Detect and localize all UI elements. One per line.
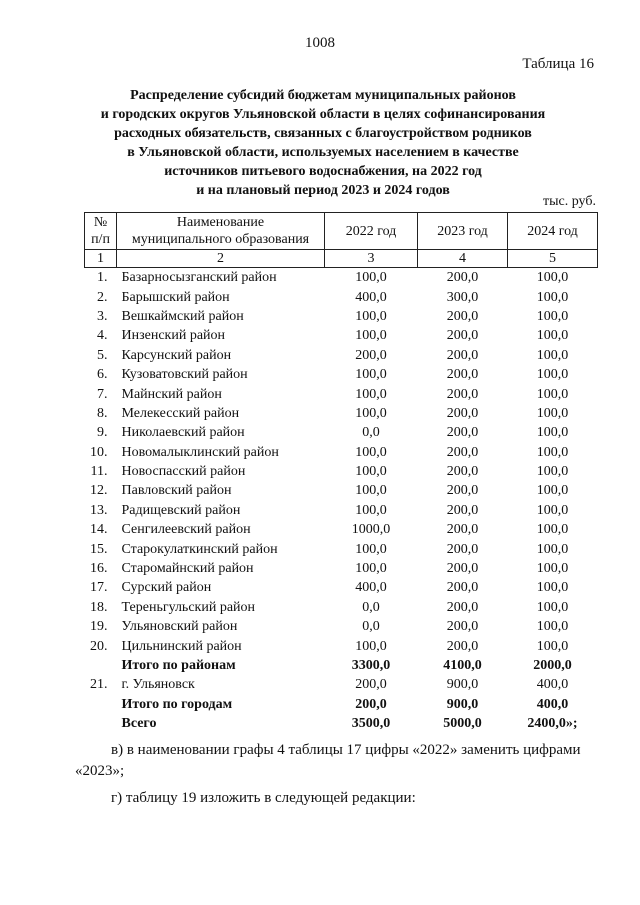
- row-number: 15.: [90, 541, 108, 557]
- value-2024: 100,0: [536, 308, 569, 324]
- header-2024: 2024 год: [508, 213, 598, 250]
- value-2022: 100,0: [355, 367, 387, 383]
- value-2024: 100,0: [536, 561, 569, 577]
- row-number: 19.: [90, 619, 108, 635]
- table-row: [85, 384, 598, 403]
- header-name-line1: Наименование: [176, 215, 265, 230]
- title-line: и городских округов Ульяновской области в целях софинансирования: [100, 107, 546, 122]
- value-2022: 200,0: [355, 347, 387, 363]
- row-name: Барышский район: [121, 289, 230, 305]
- value-2024: 100,0: [536, 502, 569, 518]
- value-2022: 3500,0: [351, 716, 391, 732]
- value-2023: 200,0: [446, 541, 479, 557]
- value-2023: 200,0: [446, 638, 479, 654]
- value-2023: 900,0: [446, 677, 479, 693]
- grand-total-row: [85, 714, 598, 733]
- value-2023: 200,0: [446, 561, 479, 577]
- row-name: Вешкаймский район: [121, 308, 244, 324]
- row-number: 3.: [97, 308, 108, 324]
- title-line: расходных обязательств, связанных с благоустройством родников: [114, 126, 532, 141]
- value-2023: 200,0: [446, 580, 479, 596]
- row-number: [85, 714, 117, 733]
- row-number: 21.: [90, 677, 108, 693]
- row-name: Старомайнский район: [121, 561, 254, 577]
- value-2023: 300,0: [446, 289, 479, 305]
- table-row: [85, 404, 598, 423]
- header-name-line2: муниципального образования: [131, 232, 310, 247]
- value-2023: 200,0: [446, 367, 479, 383]
- row-number: 18.: [90, 599, 108, 615]
- value-2023: 200,0: [446, 425, 479, 441]
- value-2024: 100,0: [536, 328, 569, 344]
- units-label: тыс. руб.: [543, 194, 596, 209]
- row-number: 4.: [97, 328, 108, 344]
- value-2023: 200,0: [446, 328, 479, 344]
- row-number: 7.: [97, 386, 108, 402]
- value-2024: 100,0: [536, 386, 569, 402]
- table-row: [85, 423, 598, 442]
- row-number: 16.: [90, 561, 108, 577]
- row-number: 17.: [90, 580, 108, 596]
- row-number: [85, 695, 117, 714]
- row-number: 5.: [97, 347, 108, 363]
- value-2024: 100,0: [536, 289, 569, 305]
- row-number: 14.: [90, 522, 108, 538]
- value-2024: 100,0: [536, 464, 569, 480]
- value-2024: 400,0: [536, 677, 569, 693]
- title-line: и на плановый период 2023 и 2024 годов: [196, 183, 450, 198]
- value-2022: 0,0: [362, 425, 380, 441]
- column-number: 1: [85, 250, 117, 268]
- value-2023: 200,0: [446, 483, 479, 499]
- value-2022: 400,0: [355, 289, 387, 305]
- table-row: [85, 481, 598, 500]
- table-row: [85, 539, 598, 558]
- value-2022: 0,0: [362, 599, 380, 615]
- row-name: Николаевский район: [121, 425, 245, 441]
- row-number: 8.: [97, 405, 108, 421]
- row-name: Радищевский район: [121, 502, 241, 518]
- value-2023: 5000,0: [443, 716, 482, 732]
- row-name: Майнский район: [121, 386, 222, 402]
- header-num: [85, 213, 117, 250]
- row-number: 1.: [97, 270, 108, 286]
- total-districts-row: [85, 656, 598, 675]
- table-row: [85, 559, 598, 578]
- value-2022: 1000,0: [351, 522, 391, 538]
- subsidy-table: [84, 212, 598, 733]
- column-number: 3: [325, 250, 418, 268]
- row-number: 9.: [97, 425, 108, 441]
- value-2024: 2000,0: [533, 658, 572, 673]
- value-2022: 100,0: [355, 483, 387, 499]
- value-2024: 100,0: [536, 367, 569, 383]
- row-name: Ульяновский район: [121, 619, 238, 635]
- value-2024: 100,0: [536, 425, 569, 441]
- document-title: [80, 86, 566, 200]
- value-2022: 100,0: [355, 308, 387, 324]
- value-2023: 200,0: [446, 502, 479, 518]
- value-2024: 100,0: [536, 580, 569, 596]
- row-name: Базарносызганский район: [121, 270, 277, 286]
- paragraph-v: в) в наименовании графы 4 таблицы 17 цифры «2022» заменить цифрами «2023»;: [75, 742, 581, 779]
- value-2024: 100,0: [536, 638, 569, 654]
- table-row: [85, 578, 598, 597]
- value-2023: 200,0: [446, 347, 479, 363]
- column-number-row: [85, 250, 598, 268]
- table-row: [85, 365, 598, 384]
- value-2024: 100,0: [536, 619, 569, 635]
- row-name: Павловский район: [121, 483, 232, 499]
- table-row: [85, 598, 598, 617]
- value-2024: 100,0: [536, 444, 569, 460]
- value-2022: 400,0: [355, 580, 387, 596]
- value-2022: 0,0: [362, 619, 380, 635]
- table-row: [85, 675, 598, 694]
- value-2023: 900,0: [446, 696, 479, 712]
- value-2024: 2400,0»;: [527, 716, 578, 732]
- table-row: [85, 287, 598, 306]
- table-row: [85, 307, 598, 326]
- table-row: [85, 501, 598, 520]
- column-number: 2: [117, 250, 325, 268]
- table-header-row: [85, 213, 598, 250]
- header-num-line2: п/п: [91, 232, 110, 247]
- value-2023: 200,0: [446, 386, 479, 402]
- value-2024: 100,0: [536, 483, 569, 499]
- value-2022: 100,0: [355, 541, 387, 557]
- value-2024: 100,0: [536, 599, 569, 615]
- value-2024: 100,0: [536, 270, 569, 286]
- value-2023: 200,0: [446, 464, 479, 480]
- value-2022: 3300,0: [351, 658, 391, 673]
- value-2023: 4100,0: [443, 658, 482, 673]
- paragraph-g: г) таблицу 19 изложить в следующей редакции:: [111, 790, 416, 806]
- row-number: 2.: [97, 289, 108, 305]
- value-2023: 200,0: [446, 405, 479, 421]
- table-label: Таблица 16: [522, 56, 594, 72]
- value-2024: 100,0: [536, 522, 569, 538]
- header-name: [117, 213, 325, 250]
- row-name: Сурский район: [121, 580, 212, 596]
- row-name: Итого по районам: [121, 658, 236, 673]
- row-number: 12.: [90, 483, 108, 499]
- table-body: [85, 268, 598, 734]
- row-name: Карсунский район: [121, 347, 232, 363]
- header-2023: 2023 год: [418, 213, 508, 250]
- value-2022: 100,0: [355, 386, 387, 402]
- row-name: Инзенский район: [121, 328, 226, 344]
- row-name: Мелекесский район: [121, 405, 240, 421]
- row-name: г. Ульяновск: [121, 677, 195, 693]
- value-2023: 200,0: [446, 599, 479, 615]
- row-name: Новомалыклинский район: [121, 444, 279, 460]
- row-name: Старокулаткинский район: [121, 541, 278, 557]
- column-number: 4: [418, 250, 508, 268]
- table-row: [85, 462, 598, 481]
- value-2022: 100,0: [355, 405, 387, 421]
- table-row: [85, 268, 598, 288]
- table-row: [85, 617, 598, 636]
- value-2022: 100,0: [355, 561, 387, 577]
- row-number: 11.: [90, 464, 108, 480]
- row-name: Итого по городам: [121, 696, 233, 712]
- row-number: 6.: [97, 367, 108, 383]
- title-line: в Ульяновской области, используемых населением в качестве: [127, 145, 519, 160]
- value-2023: 200,0: [446, 522, 479, 538]
- value-2024: 100,0: [536, 405, 569, 421]
- value-2023: 200,0: [446, 444, 479, 460]
- row-number: 13.: [90, 502, 108, 518]
- value-2023: 200,0: [446, 308, 479, 324]
- value-2022: 200,0: [355, 696, 387, 712]
- row-number: [85, 656, 117, 675]
- value-2023: 200,0: [446, 270, 479, 286]
- value-2022: 100,0: [355, 444, 387, 460]
- table-row: [85, 346, 598, 365]
- table-row: [85, 443, 598, 462]
- title-line: источников питьевого водоснабжения, на 2022 год: [164, 164, 482, 179]
- table-row: [85, 520, 598, 539]
- title-line: Распределение субсидий бюджетам муниципальных районов: [130, 88, 516, 103]
- row-name: Тереньгульский район: [121, 599, 256, 615]
- value-2024: 400,0: [536, 696, 569, 712]
- value-2022: 200,0: [355, 677, 387, 693]
- value-2022: 100,0: [355, 328, 387, 344]
- row-name: Цильнинский район: [121, 638, 242, 654]
- row-name: Новоспасский район: [121, 464, 246, 480]
- value-2022: 100,0: [355, 464, 387, 480]
- value-2022: 100,0: [355, 638, 387, 654]
- row-name: Сенгилеевский район: [121, 522, 251, 538]
- value-2024: 100,0: [536, 347, 569, 363]
- table-row: [85, 326, 598, 345]
- header-num-line1: №: [93, 215, 108, 230]
- value-2023: 200,0: [446, 619, 479, 635]
- table-row: [85, 636, 598, 655]
- header-2022: 2022 год: [325, 213, 418, 250]
- total-cities-row: [85, 695, 598, 714]
- row-name: Кузоватовский район: [121, 367, 248, 383]
- page-number: 1008: [305, 35, 335, 51]
- column-number: 5: [508, 250, 598, 268]
- row-number: 20.: [90, 638, 108, 654]
- value-2022: 100,0: [355, 270, 387, 286]
- value-2024: 100,0: [536, 541, 569, 557]
- row-number: 10.: [90, 444, 108, 460]
- row-name: Всего: [121, 716, 157, 732]
- value-2022: 100,0: [355, 502, 387, 518]
